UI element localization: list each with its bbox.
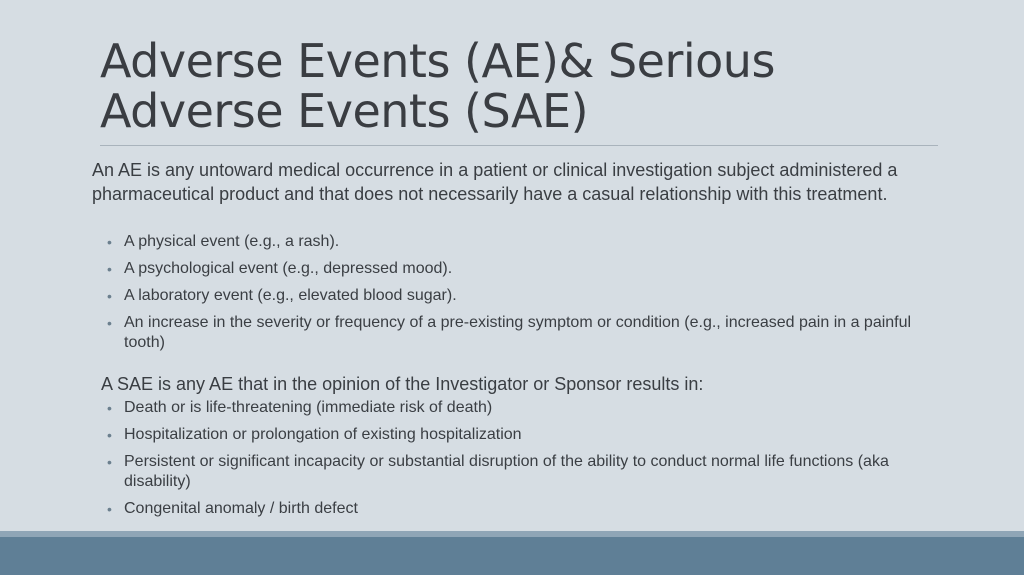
bullet-icon: • xyxy=(107,400,112,416)
slide-title xyxy=(100,36,940,136)
bullet-icon: • xyxy=(107,261,112,277)
bullet-icon: • xyxy=(107,427,112,443)
list-item-text: A physical event (e.g., a rash). xyxy=(124,233,340,250)
list-item-text: A psychological event (e.g., depressed mood). xyxy=(124,260,453,277)
bullet-icon: • xyxy=(107,501,112,517)
slide-title-line-2: Adverse Events (SAE) xyxy=(100,84,589,138)
sae-outcomes-list xyxy=(106,398,941,526)
list-item-text: An increase in the severity or frequency of a pre-existing symptom or condition (e.g., increased pain in a painful tooth) xyxy=(124,314,912,351)
list-item-text: Death or is life-threatening (immediate risk of death) xyxy=(124,399,493,416)
sae-definition: A SAE is any AE that in the opinion of the Investigator or Sponsor results in: xyxy=(101,374,704,394)
list-item xyxy=(106,398,941,418)
list-item-text: Persistent or significant incapacity or substantial disruption of the ability to conduct normal life functions (aka disability) xyxy=(124,453,889,490)
bullet-icon: • xyxy=(107,288,112,304)
ae-examples-list xyxy=(106,232,941,360)
slide-title-line-1: Adverse Events (AE)& Serious xyxy=(100,34,775,88)
list-item-text: Congenital anomaly / birth defect xyxy=(124,500,358,517)
bullet-icon: • xyxy=(107,234,112,250)
list-item xyxy=(106,425,941,445)
list-item xyxy=(106,499,941,519)
list-item xyxy=(106,259,941,279)
list-item xyxy=(106,452,941,492)
ae-definition: An AE is any untoward medical occurrence in a patient or clinical investigation subject administered a pharmaceutical product and that does not necessarily have a casual relationship with this treatment. xyxy=(92,160,898,204)
list-item-text: A laboratory event (e.g., elevated blood sugar). xyxy=(124,287,457,304)
bullet-icon: • xyxy=(107,454,112,470)
footer-band xyxy=(0,537,1024,575)
list-item xyxy=(106,232,941,252)
list-item xyxy=(106,313,941,353)
title-divider xyxy=(100,145,938,146)
list-item-text: Hospitalization or prolongation of existing hospitalization xyxy=(124,426,522,443)
bullet-icon: • xyxy=(107,315,112,331)
list-item xyxy=(106,286,941,306)
